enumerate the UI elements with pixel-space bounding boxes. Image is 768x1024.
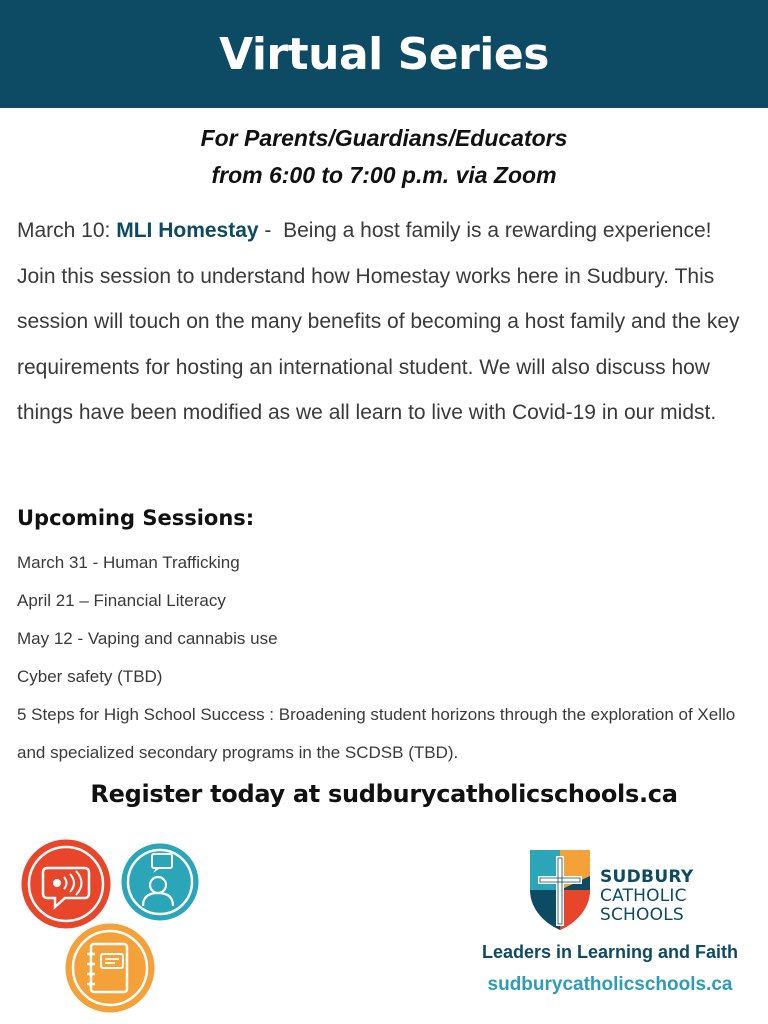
upcoming-sessions-list [17,544,757,772]
page-title: Virtual Series [219,28,549,80]
session-item: May 12 - Vaping and cannabis use [17,629,278,648]
session-description: Being a host family is a rewarding experience! Join this session to understand how Homestay works here in Sudbury. This session will touch on the many benefits of becoming a host family and the key requirements for hosting an international student. We will also discuss how things have been modified as we all learn to live with Covid-19 in our midst. [17,219,740,424]
notebook-icon [63,921,157,1015]
speech-bubble-icon [19,837,113,931]
session-topic: MLI Homestay [116,219,259,242]
session-item: 5 Steps for High School Success : Broadening student horizons through the exploration of Xello and specialized secondary programs in the SCDSB (TBD). [17,705,736,762]
session-item: March 31 - Human Trafficking [17,553,240,572]
header-banner [0,0,768,108]
subtitle-line-1: For Parents/Guardians/Educators [200,125,568,151]
session-item: April 21 – Financial Literacy [17,591,226,610]
school-logo-wordmark [600,868,694,925]
subtitle-line-2: from 6:00 to 7:00 p.m. via Zoom [211,162,557,188]
person-chat-icon [119,841,201,923]
logo-line-3: SCHOOLS [600,905,684,925]
school-logo-icon [526,846,594,932]
logo-line-2: CATHOLIC [600,886,687,906]
session-date: March 10: [17,219,117,242]
school-tagline: Leaders in Learning and Faith [481,942,739,962]
school-website-link[interactable]: sudburycatholicschools.ca [487,974,733,995]
audience-subtitle [0,120,768,194]
session-separator: - [258,219,284,242]
decorative-icon-cluster [15,832,215,1024]
register-callout: Register today at sudburycatholicschools.ca [90,780,678,808]
upcoming-heading: Upcoming Sessions: [17,506,255,530]
logo-line-1: SUDBURY [600,867,694,887]
session-item: Cyber safety (TBD) [17,667,163,686]
featured-session [17,208,747,436]
